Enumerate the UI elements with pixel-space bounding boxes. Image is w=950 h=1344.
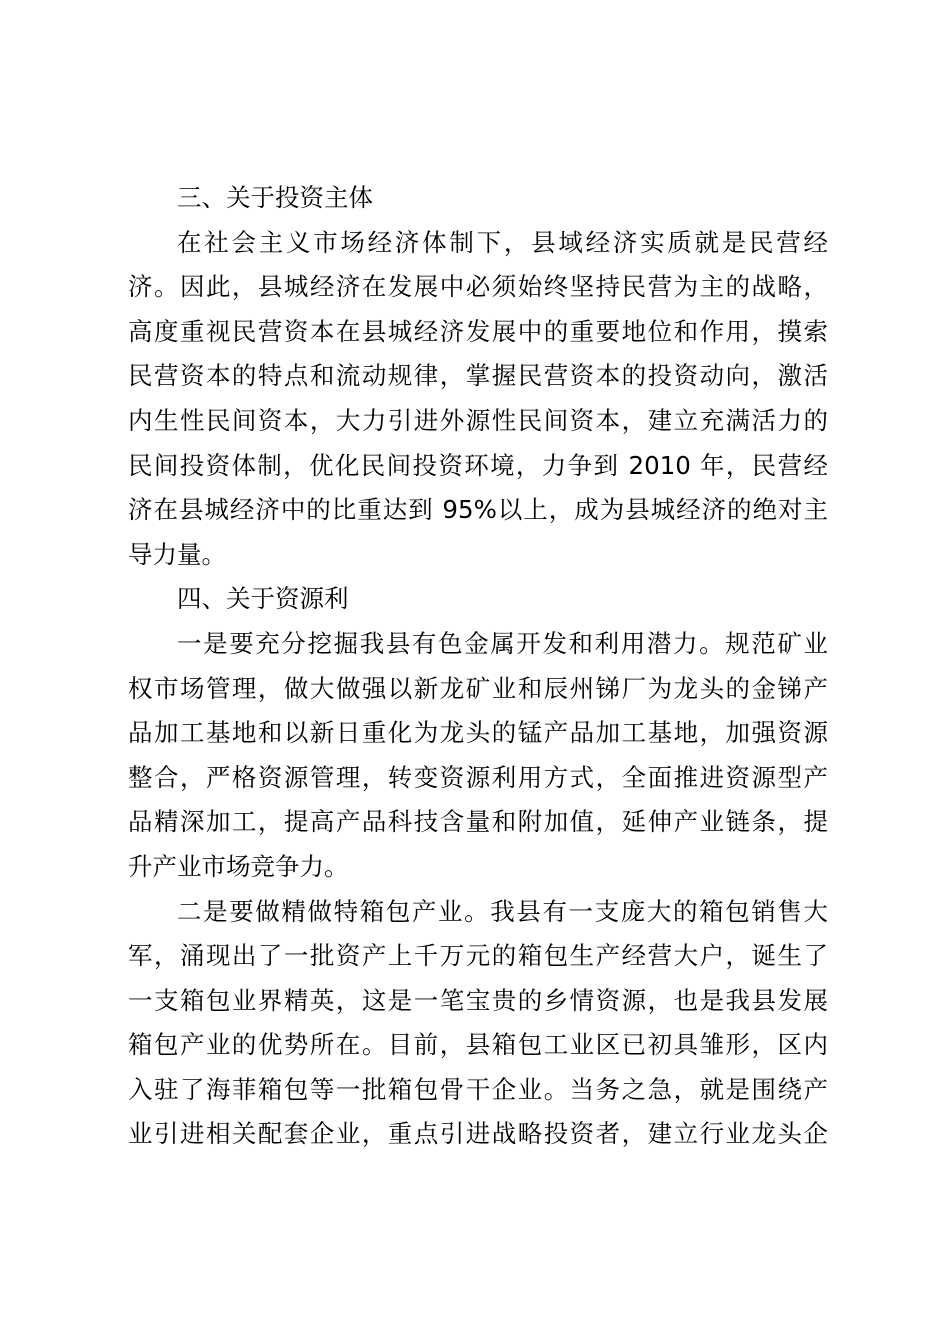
paragraph-line: 导力量。 bbox=[128, 539, 226, 569]
paragraph-line: 品加工基地和以新日重化为龙头的锰产品加工基地，加强资源 bbox=[128, 718, 828, 748]
paragraph-line: 内生性民间资本，大力引进外源性民间资本，建立充满活力的 bbox=[128, 405, 828, 435]
paragraph-line: 一支箱包业界精英，这是一笔宝贵的乡情资源，也是我县发展 bbox=[128, 985, 828, 1015]
section-heading-3: 三、关于投资主体 bbox=[177, 183, 373, 212]
paragraph-line: 济。因此，县城经济在发展中必须始终坚持民营为主的战略， bbox=[128, 272, 828, 302]
paragraph-line: 升产业市场竞争力。 bbox=[128, 851, 349, 881]
paragraph-line: 民间投资体制，优化民间投资环境，力争到 2010 年，民营经 bbox=[128, 450, 828, 480]
paragraph-line: 一是要充分挖掘我县有色金属开发和利用潜力。规范矿业 bbox=[177, 628, 828, 658]
paragraph-line: 入驻了海菲箱包等一批箱包骨干企业。当务之急，就是围绕产 bbox=[128, 1074, 828, 1104]
paragraph-line: 品精深加工，提高产品科技含量和附加值，延伸产业链条，提 bbox=[128, 807, 828, 837]
paragraph-line: 二是要做精做特箱包产业。我县有一支庞大的箱包销售大 bbox=[177, 896, 828, 926]
paragraph-line: 整合，严格资源管理，转变资源利用方式，全面推进资源型产 bbox=[128, 762, 828, 792]
paragraph-line: 业引进相关配套企业，重点引进战略投资者，建立行业龙头企 bbox=[128, 1119, 828, 1149]
section-heading-4: 四、关于资源利 bbox=[177, 584, 349, 614]
paragraph-line: 军，涌现出了一批资产上千万元的箱包生产经营大户，诞生了 bbox=[128, 941, 828, 971]
document-body bbox=[128, 176, 828, 1157]
paragraph-line: 民营资本的特点和流动规律，掌握民营资本的投资动向，激活 bbox=[128, 361, 828, 391]
paragraph-line: 济在县城经济中的比重达到 95%以上，成为县城经济的绝对主 bbox=[128, 495, 828, 525]
paragraph-line: 在社会主义市场经济体制下，县域经济实质就是民营经 bbox=[177, 227, 828, 257]
paragraph-line: 权市场管理，做大做强以新龙矿业和辰州锑厂为龙头的金锑产 bbox=[128, 673, 828, 703]
paragraph-line: 高度重视民营资本在县城经济发展中的重要地位和作用，摸索 bbox=[128, 316, 828, 346]
paragraph-line: 箱包产业的优势所在。目前，县箱包工业区已初具雏形，区内 bbox=[128, 1030, 828, 1060]
